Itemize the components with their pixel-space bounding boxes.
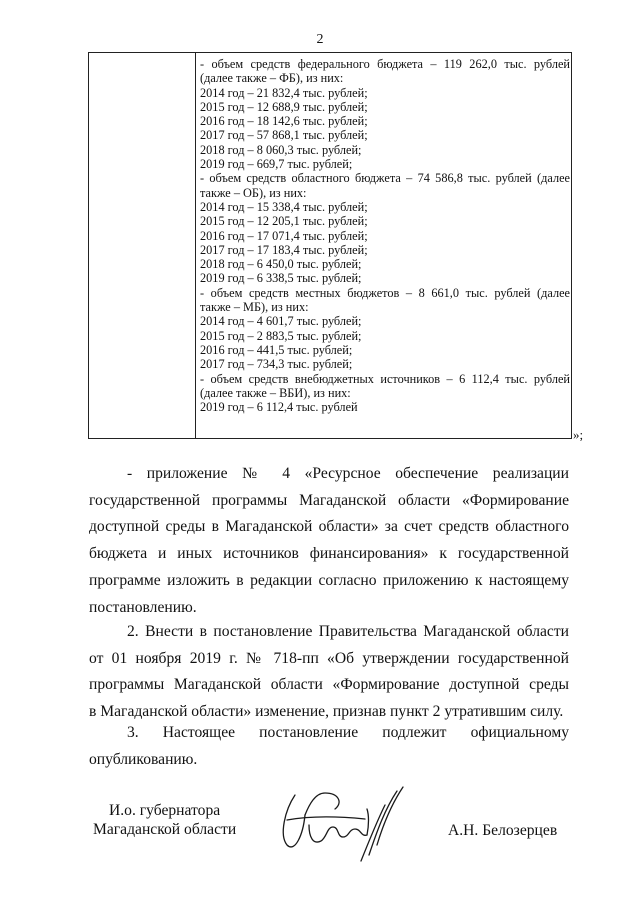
funding-line: 2019 год – 6 338,5 тыс. рублей; (200, 271, 362, 286)
funding-line: (далее также – ФБ), из них: (200, 71, 344, 86)
funding-cell (200, 57, 570, 414)
funding-line: 2015 год – 12 688,9 тыс. рублей; (200, 99, 368, 114)
paragraph-line: программы Магаданской области «Формирование доступной среды (89, 676, 569, 694)
funding-line: 2019 год – 6 112,4 тыс. рублей (200, 400, 358, 415)
page-number: 2 (316, 32, 324, 47)
paragraph-line: опубликованию. (89, 750, 198, 768)
handwritten-signature (265, 775, 415, 865)
paragraph-line: 2. Внести в постановление Правительства Магаданской области (127, 623, 569, 640)
funding-line: - объем средств внебюджетных источников – 6 112,4 тыс. рублей (200, 371, 570, 386)
paragraph-line: государственной программы Магаданской области «Формирование (89, 491, 569, 509)
paragraph-line: от 01 ноября 2019 г. № 718-пп «Об утверждении государственной (89, 649, 569, 667)
position-line-2: Магаданской области (93, 821, 237, 838)
funding-line: 2017 год – 17 183,4 тыс. рублей; (200, 242, 368, 257)
paragraph-3 (89, 720, 569, 773)
funding-line: 2017 год – 57 868,1 тыс. рублей; (200, 128, 368, 143)
paragraph-line: бюджета и иных источников финансирования» к государственной (89, 545, 569, 563)
funding-line: - объем средств федерального бюджета – 119 262,0 тыс. рублей (200, 57, 570, 71)
funding-line: 2014 год – 4 601,7 тыс. рублей; (200, 314, 362, 329)
paragraph-2 (89, 619, 569, 726)
passport-table (88, 52, 572, 439)
signatory-position (93, 801, 236, 839)
funding-line: 2016 год – 441,5 тыс. рублей; (200, 342, 353, 357)
paragraph-line: доступной среды в Магаданской области» за счет средств областного (89, 518, 569, 536)
closing-quote: »; (573, 427, 584, 442)
paragraph-line: - приложение № 4 «Ресурсное обеспечение реализации (127, 465, 569, 482)
signatory-name: А.Н. Белозерцев (448, 822, 558, 839)
table-column-separator (195, 53, 196, 438)
funding-line: 2017 год – 734,3 тыс. рублей; (200, 357, 353, 372)
funding-line: - объем средств местных бюджетов – 8 661,0 тыс. рублей (далее (200, 285, 570, 300)
funding-line: 2016 год – 17 071,4 тыс. рублей; (200, 228, 368, 243)
position-line-1: И.о. губернатора (109, 802, 221, 819)
paragraph-appendix-4 (89, 461, 569, 621)
paragraph-line: постановлению. (89, 598, 197, 616)
funding-line: 2018 год – 6 450,0 тыс. рублей; (200, 257, 362, 272)
funding-line: 2014 год – 21 832,4 тыс. рублей; (200, 85, 368, 100)
funding-line: также – ОБ), из них: (200, 185, 307, 200)
paragraph-line: 3. Настоящее постановление подлежит официальному (127, 724, 569, 741)
funding-line: 2019 год – 669,7 тыс. рублей; (200, 157, 353, 172)
funding-line: также – МБ), из них: (200, 300, 309, 315)
funding-line: 2014 год – 15 338,4 тыс. рублей; (200, 199, 368, 214)
paragraph-line: в Магаданской области» изменение, признав пункт 2 утратившим силу. (89, 703, 564, 721)
funding-line: - объем средств областного бюджета – 74 586,8 тыс. рублей (далее (200, 171, 570, 186)
funding-line: 2015 год – 2 883,5 тыс. рублей; (200, 328, 362, 343)
funding-line: (далее также – ВБИ), из них: (200, 385, 351, 400)
funding-line: 2018 год – 8 060,3 тыс. рублей; (200, 142, 362, 157)
paragraph-line: программе изложить в редакции согласно приложению к настоящему (89, 571, 569, 589)
funding-line: 2015 год – 12 205,1 тыс. рублей; (200, 214, 368, 229)
funding-line: 2016 год – 18 142,6 тыс. рублей; (200, 114, 368, 129)
